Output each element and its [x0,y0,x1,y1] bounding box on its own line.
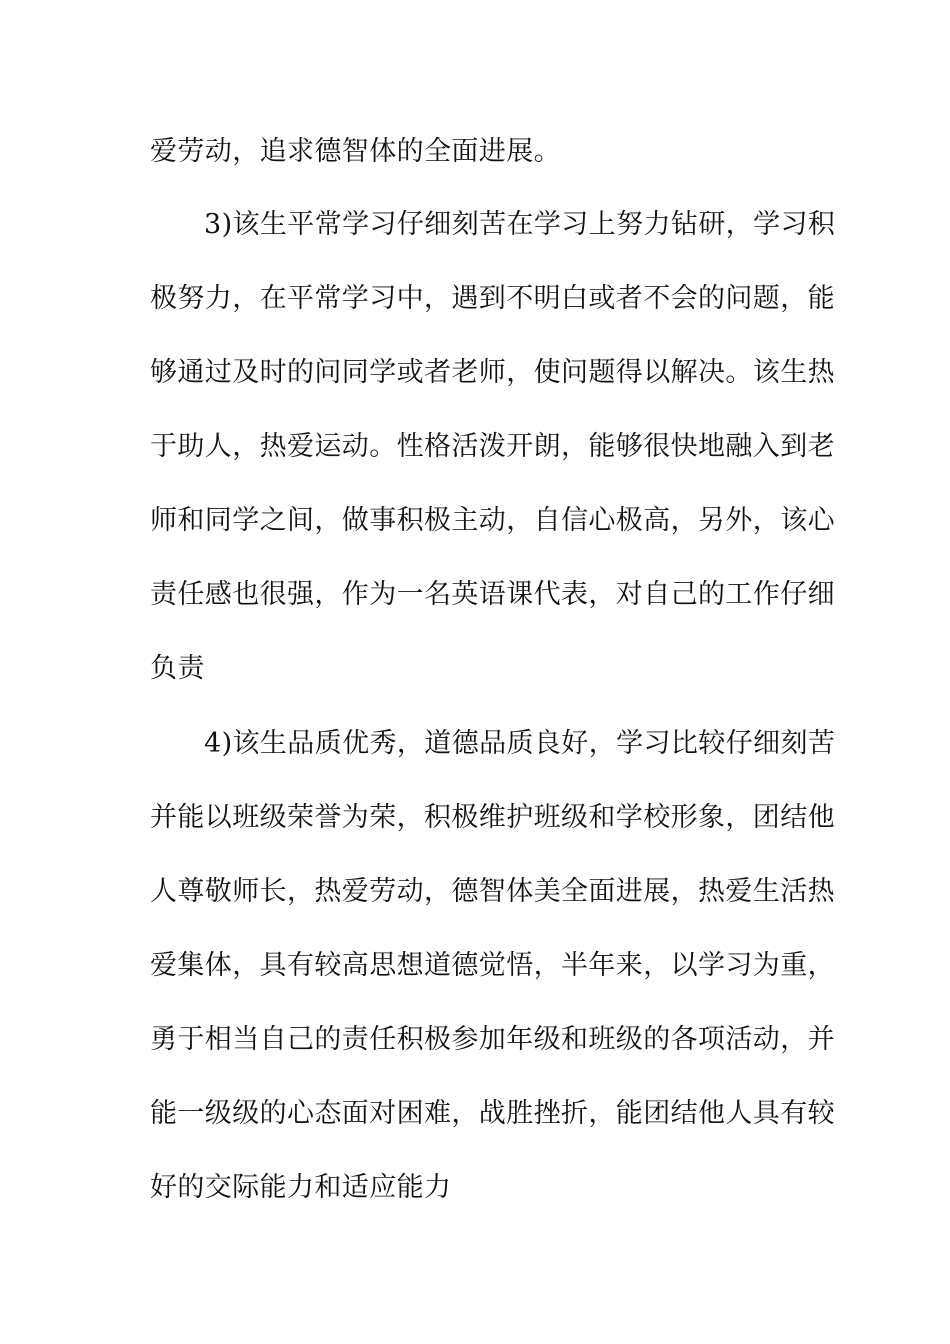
text-line: 师和同学之间，做事积极主动，自信心极高，另外，该心 [150,505,835,536]
text-line: 于助人，热爱运动。性格活泼开朗，能够很快地融入到老 [150,431,835,462]
text-line: 勇于相当自己的责任积极参加年级和班级的各项活动，并 [150,1024,835,1055]
text-line: 爱劳动，追求德智体的全面进展。 [150,136,561,167]
text-line: 够通过及时的问同学或者老师，使问题得以解决。该生热 [150,357,835,388]
text-line: 责任感也很强，作为一名英语课代表，对自己的工作仔细 [150,579,835,610]
text-line: 好的交际能力和适应能力 [150,1172,452,1203]
paragraph-3-start: 3)该生平常学习仔细刻苦在学习上努力钻研，学习积 [204,209,836,240]
text-line: 并能以班级荣誉为荣，积极维护班级和学校形象，团结他 [150,802,835,833]
text-line: 爱集体，具有较高思想道德觉悟，半年来，以学习为重， [150,950,835,981]
text-line: 极努力，在平常学习中，遇到不明白或者不会的问题，能 [150,283,835,314]
text-line: 负责 [150,653,205,684]
text-line: 能一级级的心态面对困难，战胜挫折，能团结他人具有较 [150,1098,835,1129]
text-line: 人尊敬师长，热爱劳动，德智体美全面进展，热爱生活热 [150,876,835,907]
paragraph-4-start: 4)该生品质优秀，道德品质良好，学习比较仔细刻苦 [204,728,836,759]
